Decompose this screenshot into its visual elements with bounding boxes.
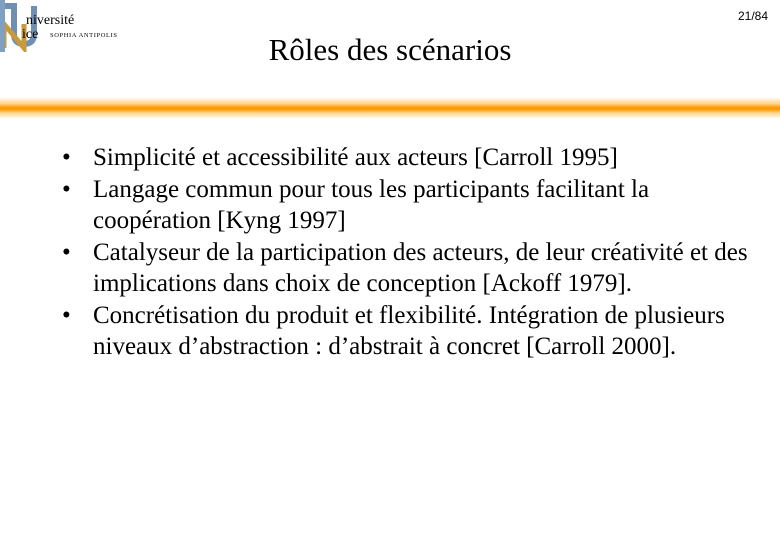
bullet-text: Langage commun pour tous les participants facilitant la coopération [Kyng 1997] <box>93 176 650 234</box>
bullet-list <box>62 142 752 363</box>
bullet-text: Simplicité et accessibilité aux acteurs [Carroll 1995] <box>93 144 618 171</box>
list-item <box>62 142 752 173</box>
page-number: 21/84 <box>737 9 768 23</box>
bullet-dot: • <box>62 239 71 266</box>
logo-word-2: ice <box>22 27 39 42</box>
bullet-dot: • <box>62 176 71 203</box>
list-item <box>62 174 752 236</box>
logo-subtitle: SOPHIA ANTIPOLIS <box>50 32 118 39</box>
logo-word-1: niversité <box>26 13 75 28</box>
list-item <box>62 300 752 362</box>
bullet-dot: • <box>62 144 71 171</box>
bullet-text: Concrétisation du produit et flexibilité. Intégration de plusieurs niveaux d’abstraction : d’abstrait à concret [Carroll 2000]. <box>93 302 725 360</box>
slide-title: Rôles des scénarios <box>268 32 512 67</box>
bullet-dot: • <box>62 302 71 329</box>
title-divider <box>0 97 780 119</box>
bullet-text: Catalyseur de la participation des acteurs, de leur créativité et des implications dans choix de conception [Ackoff 1979]. <box>93 239 748 297</box>
list-item <box>62 237 752 299</box>
